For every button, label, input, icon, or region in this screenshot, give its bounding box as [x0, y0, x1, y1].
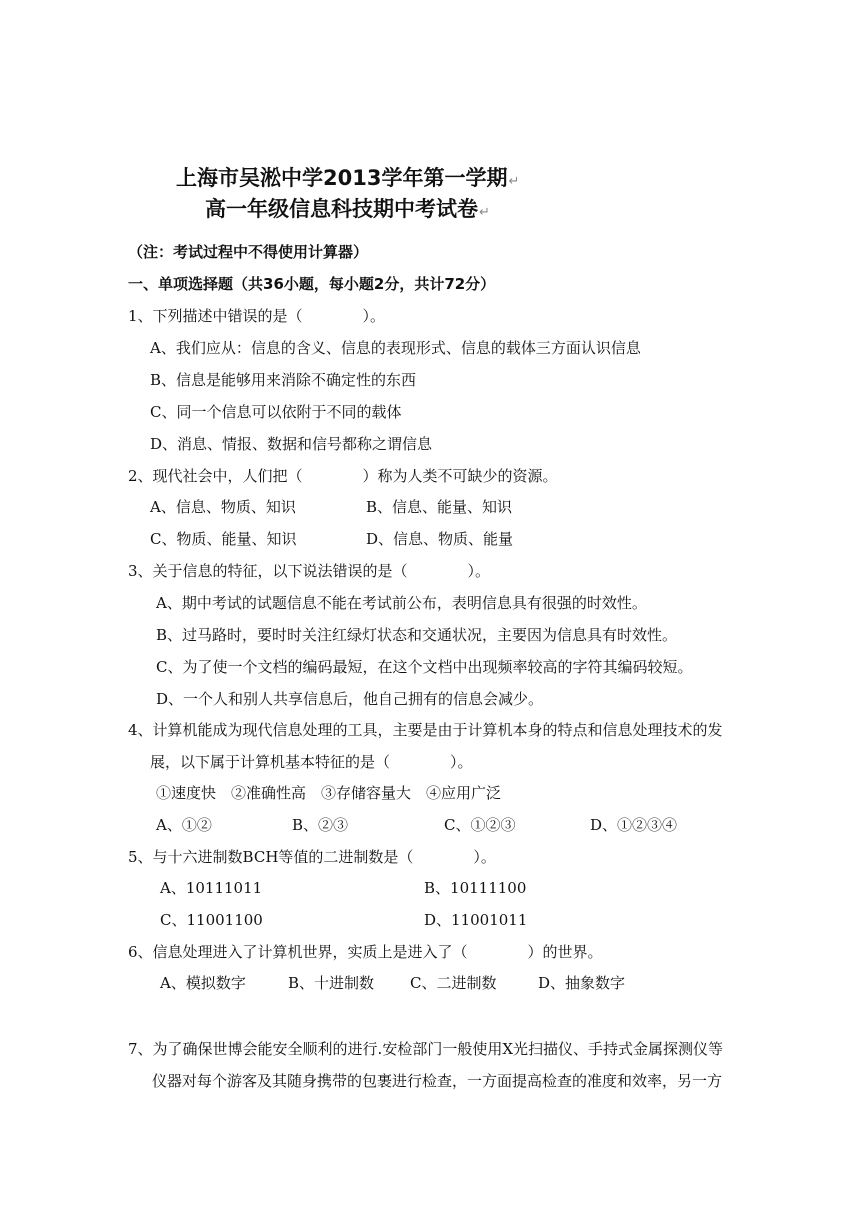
question-2-option-b: B、信息、能量、知识	[366, 498, 513, 516]
question-4-stem-line2: 展，以下属于计算机基本特征的是（ ）。	[150, 753, 473, 771]
paragraph-mark-icon: ↵	[479, 205, 490, 220]
question-3-option-a: A、期中考试的试题信息不能在考试前公布，表明信息具有很强的时效性。	[156, 594, 647, 612]
question-6-option-b: B、十进制数	[288, 974, 375, 992]
section-heading: 一、单项选择题（共36小题，每小题2分，共计72分）	[128, 275, 496, 293]
question-1-option-a: A、我们应从：信息的含义、信息的表现形式、信息的载体三方面认识信息	[150, 339, 641, 357]
question-3-option-c: C、为了使一个文档的编码最短，在这个文档中出现频率较高的字符其编码较短。	[156, 658, 693, 676]
question-3-stem: 3、关于信息的特征，以下说法错误的是（ ）。	[128, 562, 491, 580]
question-6-option-d: D、抽象数字	[538, 974, 626, 992]
question-2-option-c: C、物质、能量、知识	[150, 530, 297, 548]
question-6-option-c: C、二进制数	[410, 974, 497, 992]
question-7-line1: 7、为了确保世博会能安全顺利的进行.安检部门一般使用X光扫描仪、手持式金属探测仪等	[128, 1040, 723, 1058]
question-6-stem: 6、信息处理进入了计算机世界，实质上是进入了（ ）的世界。	[128, 943, 603, 961]
paragraph-mark-icon: ↵	[508, 174, 520, 189]
exam-title-line2: 高一年级信息科技期中考试卷↵	[205, 197, 490, 221]
question-4-option-b: B、②③	[292, 816, 349, 834]
question-2-stem: 2、现代社会中，人们把（ ）称为人类不可缺少的资源。	[128, 467, 558, 485]
question-5-stem: 5、与十六进制数BCH等值的二进制数是（ ）。	[128, 848, 496, 866]
question-2-option-a: A、信息、物质、知识	[150, 498, 296, 516]
question-3-option-d: D、一个人和别人共享信息后，他自己拥有的信息会减少。	[156, 690, 544, 708]
question-4-option-c: C、①②③	[444, 816, 516, 834]
question-5-option-b: B、10111100	[424, 879, 527, 897]
question-4-option-a: A、①②	[156, 816, 212, 834]
question-1-stem: 1、下列描述中错误的是（ ）。	[128, 307, 386, 325]
question-1-option-d: D、消息、情报、数据和信号都称之谓信息	[150, 435, 433, 453]
question-4-stem-line1: 4、计算机能成为现代信息处理的工具，主要是由于计算机本身的特点和信息处理技术的发	[128, 721, 723, 739]
question-5-option-c: C、11001100	[160, 911, 263, 929]
question-6-option-a: A、模拟数字	[160, 974, 246, 992]
question-4-features: ①速度快 ②准确性高 ③存储容量大 ④应用广泛	[156, 784, 502, 802]
question-7-line2: 仪器对每个游客及其随身携带的包裹进行检查，一方面提高检查的准度和效率，另一方	[152, 1072, 723, 1090]
question-2-option-d: D、信息、物质、能量	[366, 530, 514, 548]
question-1-option-b: B、信息是能够用来消除不确定性的东西	[150, 371, 417, 389]
question-1-option-c: C、同一个信息可以依附于不同的载体	[150, 403, 402, 421]
exam-note: （注：考试过程中不得使用计算器）	[128, 243, 369, 261]
question-5-option-a: A、10111011	[160, 879, 263, 897]
question-3-option-b: B、过马路时，要时时关注红绿灯状态和交通状况，主要因为信息具有时效性。	[156, 626, 678, 644]
question-4-option-d: D、①②③④	[590, 816, 678, 834]
question-5-option-d: D、11001011	[424, 911, 528, 929]
exam-title-line1: 上海市吴淞中学2013学年第一学期↵	[176, 166, 520, 190]
